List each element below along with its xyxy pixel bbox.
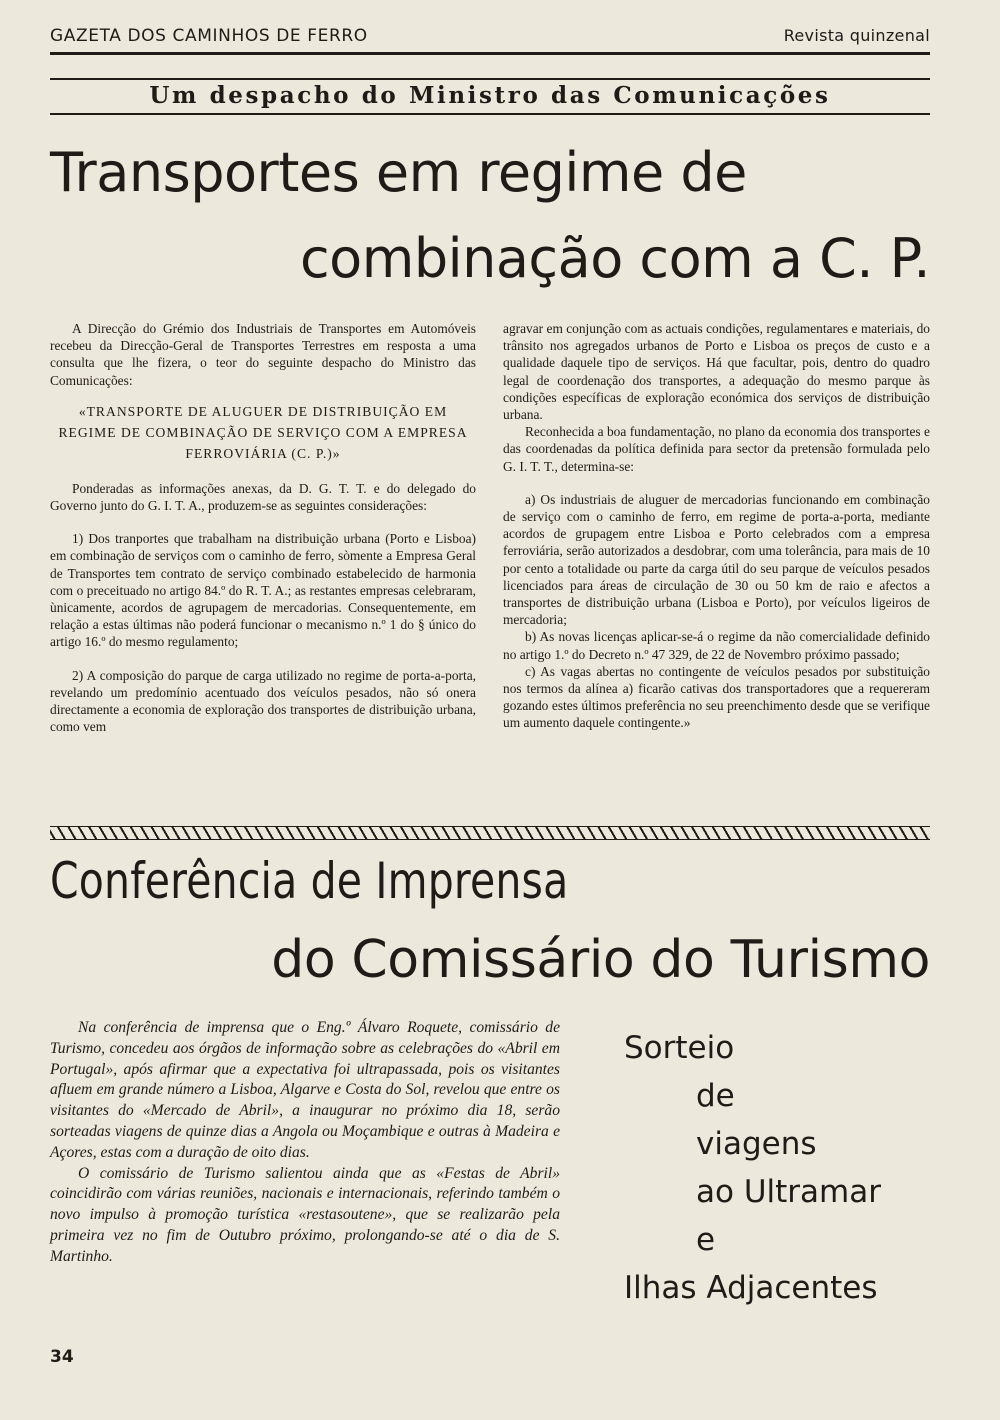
paragraph: Na conferência de imprensa que o Eng.º Álvaro Roquete, comissário de Turismo, concedeu aos órgãos de informação sobre as celebrações do «Abril em Portugal», após afirmar que a expectativa foi ultrapassada, pois os visitantes afluem em grande número a Lisboa, Algarve e Costa do Sol, revelou que entre os visitantes do «Mercado de Abril», a inaugurar no próximo dia 18, serão sorteadas viagens de quinze dias a Angola ou Moçambique e outras à Madeira e Açores, estas com a duração de oito dias. — [50, 1019, 560, 1161]
article-kicker: Um despacho do Ministro das Comunicações — [149, 82, 831, 109]
ornamental-divider — [50, 826, 930, 840]
article1-right-column — [503, 320, 930, 732]
paragraph: agravar em conjunção com as actuais condições, regulamentares e materiais, do trânsito nos agregados urbanos de Porto e Lisboa os preços de custo e a qualidade daquele tipo de serviços. Há que facultar, pois, dentro do quadro legal de coordenação dos transportes, a adequação do mesmo parque às condições específicas de exploração económica dos serviços de distribuição urbana. — [503, 321, 930, 423]
periodicity-label: Revista quinzenal — [783, 26, 930, 45]
dispatch-title: «TRANSPORTE DE ALUGUER DE DISTRIBUIÇÃO EM REGIME DE COMBINAÇÃO DE SERVIÇO COM A EMPRESA FERROVIÁRIA (C. P.)» — [58, 403, 468, 461]
kicker-rule-bottom — [50, 113, 930, 115]
sidebar-line: ao Ultramar — [696, 1174, 881, 1210]
page-number: 34 — [50, 1347, 74, 1367]
article1-left-column — [50, 320, 476, 735]
paragraph: b) As novas licenças aplicar-se-á o regime da não comercialidade definido no artigo 1.º do Decreto n.º 47 329, de 22 de Novembro próximo passado; — [503, 629, 930, 662]
article2-headline-line1: Conferência de Imprensa — [50, 852, 569, 910]
paragraph: 2) A composição do parque de carga utilizado no regime de porta-a-porta, revelando um predomínio acentuado dos veículos pesados, não só onera directamente a economia de exploração dos transportes de distribuição urbana, como vem — [50, 667, 476, 735]
paragraph: A Direcção do Grémio dos Industriais de Transportes em Automóveis recebeu da Direcção-Geral de Transportes Terrestres em resposta a uma consulta que lhe fizera, o teor do seguinte despacho do Ministro das Comunicações: — [50, 321, 476, 388]
sidebar-line: de — [696, 1078, 735, 1114]
sorteio-sidebar — [596, 1020, 930, 1320]
paragraph: Reconhecida a boa fundamentação, no plano da economia dos transportes e das coordenadas da política definida para sector da pretensão formulada pelo G. I. T. T., determina-se: — [503, 424, 930, 474]
sidebar-line: Sorteio — [624, 1030, 735, 1066]
article2-body — [50, 1018, 560, 1268]
running-head — [50, 26, 930, 50]
sidebar-line: e — [696, 1222, 716, 1258]
header-rule — [50, 52, 930, 55]
article1-headline-line1: Transportes em regime de — [50, 141, 747, 204]
article2-headline-line2: do Comissário do Turismo — [271, 930, 930, 990]
paragraph: 1) Dos tranportes que trabalham na distribuição urbana (Porto e Lisboa) em combinação de serviços com o caminho de ferro, sòmente a Empresa Geral de Transportes tem contrato de serviço combinado estabelecido de harmonia com o preceituado no artigo 84.º do R. T. A.; as restantes empresas celebraram, ùnicamente, acordos de agrupagem de mercadorias. Consequentemente, em relação a estas últimas não poderá funcionar o mecanismo n.º 1 do § único do artigo 16.º do mesmo regulamento; — [50, 531, 476, 650]
kicker-rule-top — [50, 78, 930, 80]
sidebar-line: Ilhas Adjacentes — [624, 1270, 878, 1306]
paragraph: Ponderadas as informações anexas, da D. G. T. T. e do delegado do Governo junto do G. I. T. A., produzem-se as seguintes considerações: — [50, 480, 476, 514]
paragraph: a) Os industriais de aluguer de mercadorias funcionando em combinação de serviço com o caminho de ferro, em regime de porta-a-porta, mediante acordos de grupagem entre Lisboa e Porto celebrados com a empresa ferroviária, serão autorizados a desdobrar, com uma tolerância, para mais de 10 por cento a totalidade ou parte da carga útil do seu parque de veículos pesados licenciados para áreas de circulação de 30 ou 50 km de raio e afectos a transportes de distribuição urbana (Lisboa e Porto), por veículos ligeiros de mercadoria; — [503, 491, 930, 628]
article1-headline-line2: combinação com a C. P. — [299, 227, 930, 290]
paragraph: c) As vagas abertas no contingente de veículos pesados por substituição nos termos da alínea a) ficarão cativas dos transportadores que a requereram gozando estes últimos preferência no seu preenchimento desde que se verifique um aumento daquele contingente.» — [503, 663, 930, 731]
sidebar-line: viagens — [696, 1126, 817, 1162]
publication-title: GAZETA DOS CAMINHOS DE FERRO — [50, 26, 368, 46]
paragraph: O comissário de Turismo salientou ainda que as «Festas de Abril» coincidirão com várias reuniões, nacionais e internacionais, referindo também o novo impulso à promoção turística «restasoutene», que se realizarão pela primeira vez no fim de Outubro próximo, prolongando-se até o dia de S. Martinho. — [50, 1164, 560, 1265]
